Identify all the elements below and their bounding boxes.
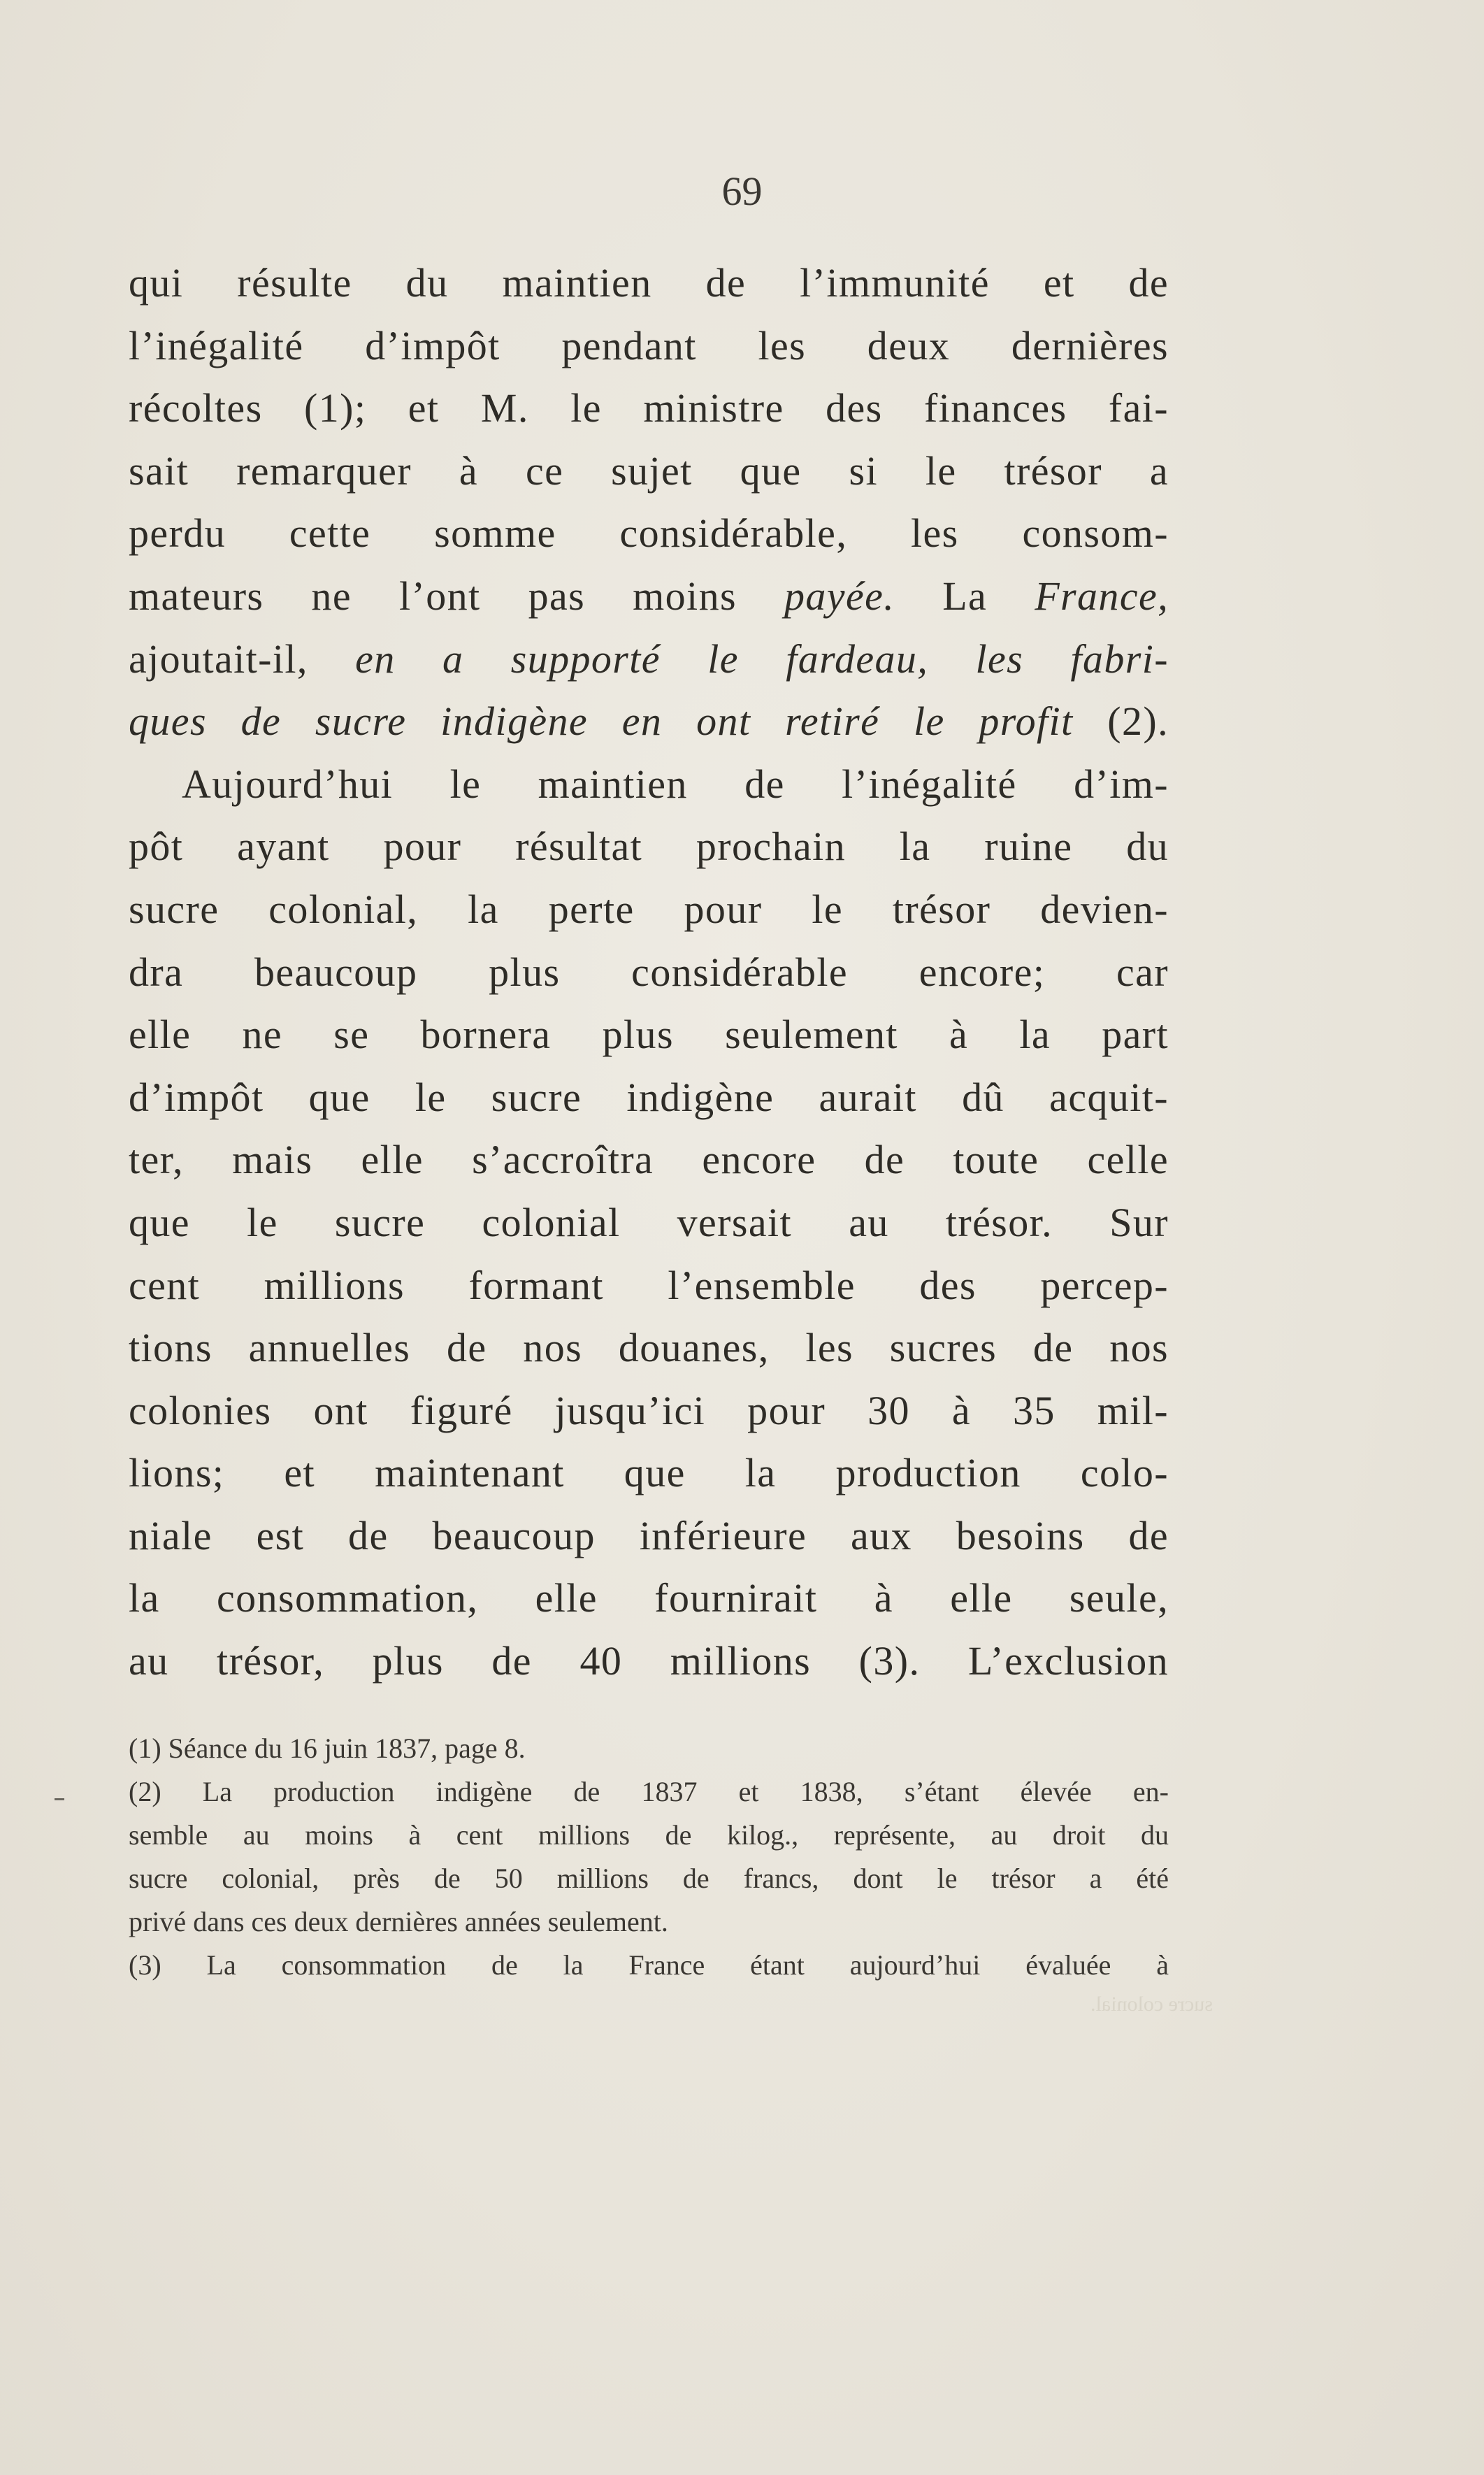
text-line: tions annuelles de nos douanes, les sucres de nos <box>129 1325 1169 1371</box>
footnote-line: (3) La consommation de la France étant aujourd’hui évaluée à <box>129 1949 1169 1981</box>
text-line: dra beaucoup plus considérable encore; car <box>129 949 1169 995</box>
italic-word: payée. <box>784 573 895 619</box>
text-line: elle ne se bornera plus seulement à la part <box>129 1012 1169 1058</box>
text-line: qui résulte du maintien de l’immunité et de <box>129 260 1169 306</box>
page-number: 69 <box>721 168 763 214</box>
text-line: récoltes (1); et M. le ministre des finances fai- <box>129 385 1169 431</box>
show-through-text: sucre colonial. <box>1090 1993 1213 2016</box>
text-segment: mateurs ne l’ont pas moins <box>129 573 737 619</box>
text-segment: La <box>942 573 988 619</box>
footnote-line: semble au moins à cent millions de kilog., représente, au droit du <box>129 1819 1169 1851</box>
footnotes <box>129 1727 1169 1987</box>
italic-phrase: ques de sucre indigène en ont retiré le profit <box>129 698 1074 745</box>
italic-phrase: en a supporté le fardeau, les fabri- <box>355 636 1169 682</box>
italic-word: France, <box>1035 573 1169 619</box>
text-line: colonies ont figuré jusqu’ici pour 30 à 35 mil- <box>129 1387 1169 1433</box>
text-segment: (2). <box>1107 698 1169 745</box>
text-line: que le sucre colonial versait au trésor. Sur <box>129 1199 1169 1245</box>
footnote-line: (1) Séance du 16 juin 1837, page 8. <box>129 1732 526 1764</box>
text-segment: ajoutait-il, <box>129 636 308 682</box>
text-line: Aujourd’hui le maintien de l’inégalité d’im- <box>182 761 1169 807</box>
text-line: perdu cette somme considérable, les consom- <box>129 510 1169 557</box>
text-line-mixed <box>129 690 1169 753</box>
ink-speck <box>55 1798 64 1800</box>
footnote-line: sucre colonial, près de 50 millions de francs, dont le trésor a été <box>129 1863 1169 1894</box>
text-line: au trésor, plus de 40 millions (3). L’exclusion <box>129 1638 1169 1684</box>
text-line-mixed <box>129 565 1169 628</box>
text-line: ter, mais elle s’accroîtra encore de toute celle <box>129 1137 1169 1183</box>
text-line: d’impôt que le sucre indigène aurait dû acquit- <box>129 1074 1169 1120</box>
text-line: l’inégalité d’impôt pendant les deux dernières <box>129 322 1169 368</box>
text-line: la consommation, elle fournirait à elle seule, <box>129 1575 1169 1621</box>
text-line: niale est de beaucoup inférieure aux besoins de <box>129 1512 1169 1558</box>
text-line: sait remarquer à ce sujet que si le trésor a <box>129 447 1169 494</box>
text-line: cent millions formant l’ensemble des percep- <box>129 1262 1169 1308</box>
text-line: sucre colonial, la perte pour le trésor devien- <box>129 886 1169 932</box>
main-text <box>129 252 1169 1693</box>
text-line: lions; et maintenant que la production colo- <box>129 1450 1169 1496</box>
text-line: pôt ayant pour résultat prochain la ruine du <box>129 824 1169 870</box>
footnote-line: (2) La production indigène de 1837 et 1838, s’étant élevée en- <box>129 1776 1169 1807</box>
footnote-line: privé dans ces deux dernières années seulement. <box>129 1906 668 1937</box>
text-line-mixed <box>129 628 1169 691</box>
